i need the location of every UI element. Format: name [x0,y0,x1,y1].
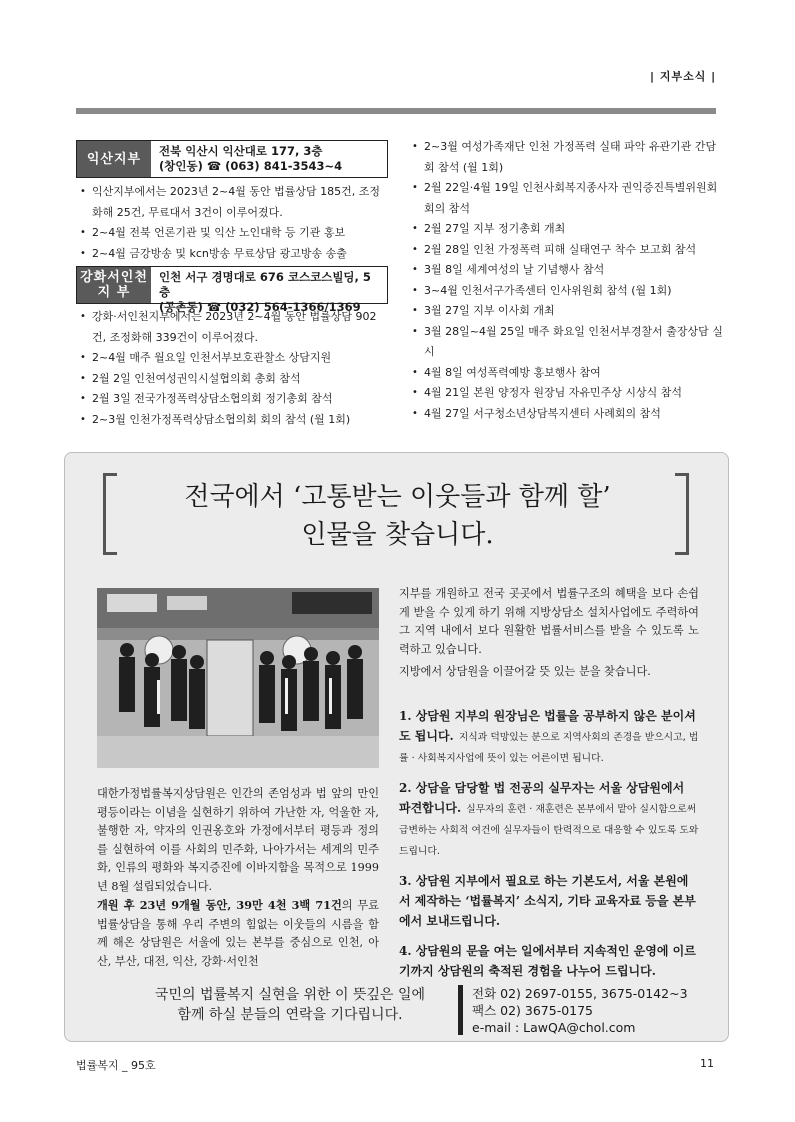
recruitment-title-line2: 인물을 찾습니다. [301,520,494,550]
condition-heading: 3. 상담원 지부에서 필요로 하는 기본도서, 서울 본원에서 제작하는 ‘법률복지’ 소식지, 기타 교육자료 등을 본부에서 보내드립니다. [399,874,696,928]
condition-body: 지식과 덕망있는 분으로 지역사회의 존경을 받으시고, 법률 · 사회복지사업에 뜻이 있는 어른이면 됩니다. [399,732,699,764]
contact-email[interactable]: e-mail : LawQA@chol.com [472,1020,636,1035]
ganghwa-branch-header [76,266,388,314]
section-tag: | 지부소식 | [650,70,717,83]
ganghwa-address-line1: 인천 서구 경명대로 676 코스코스빌딩, 5층 [159,270,371,299]
ganghwa-label-line1: 강화서인천 [80,270,148,285]
recruit-call: 지방에서 상담원을 이끌어갈 뜻 있는 분을 찾습니다. [399,665,651,678]
contact-message-line2: 함께 하실 분들의 연락을 기다립니다. [177,1007,403,1023]
contact-message-line1: 국민의 법률복지 실현을 위한 이 뜻깊은 일에 [154,987,426,1003]
contact-divider [458,985,463,1035]
stats-paragraph [97,896,379,971]
list-item: • 2~3월 인천가정폭력상담소협의회 회의 참석 (월 1회) [80,410,388,431]
contact-message [130,985,450,1025]
list-item: • 2월 27일 지부 정기총회 개최 [412,219,724,240]
ganghwa-address-line2: (공촌동) ☎ (032) 564-1366/1369 [159,300,361,314]
list-item: • 2월 28일 인천 가정폭력 피해 실태연구 착수 보고회 참석 [412,240,724,261]
ganghwa-label-line2: 지 부 [97,285,131,300]
list-item: • 2월 3일 전국가정폭력상담소협의회 정기총회 참석 [80,389,388,410]
ganghwa-branch-label [77,267,151,303]
list-item: • 3월 8일 세계여성의 날 기념행사 참석 [412,260,724,281]
list-item: • 2월 22일·4월 19일 인천사회복지종사자 권익증진특별위원회 회의 참석 [412,178,724,219]
intro-paragraph-right: 지부를 개원하고 전국 곳곳에서 법률구조의 혜택을 보다 손쉽게 받을 수 있게 하기 위해 지방상담소 설치사업에도 주력하여 그 지역 내에서 보다 원활한 법률서비스를 받을 수 있도록 노력하고 있습니다. [399,587,699,656]
list-item [399,705,699,767]
iksan-activity-list [80,182,388,264]
list-item [399,777,699,860]
contact-info [472,985,688,1036]
title-bracket-left [103,473,117,555]
condition-heading: 2. 상담을 담당할 법 전공의 실무자는 서울 상담원에서 파견합니다. [399,781,685,815]
list-item: • 3월 28일~4월 25일 매주 화요일 인천서부경찰서 출장상담 실시 [412,322,724,363]
iksan-address-line1: 전북 익산시 익산대로 177, 3층 [159,144,323,158]
recruitment-conditions [399,705,699,990]
list-item: • 2월 2일 인천여성권익시설협의회 총회 참석 [80,369,388,390]
stats-highlight: 개원 후 23년 9개월 동안, 39만 4천 3백 71건 [97,898,342,912]
title-bracket-right [675,473,689,555]
header-rule [76,108,716,114]
ganghwa-activity-list [80,307,388,430]
list-item: • 4월 8일 여성폭력예방 홍보행사 참여 [412,363,724,384]
list-item [399,940,699,980]
group-photo [97,588,379,768]
list-item: • 4월 27일 서구청소년상담복지센터 사례회의 참석 [412,404,724,425]
stats-text: 의 무료 법률상담을 통해 우리 주변의 힘없는 이웃들의 시름을 함께 해온 상담원은 서울에 있는 본부를 중심으로 인천, 아산, 부산, 대전, 익산, 강화·서인천 [97,899,379,968]
footer-publication: 법률복지 _ 95호 [76,1059,156,1072]
condition-heading: 1. 상담원 지부의 원장님은 법률을 공부하지 않은 분이셔도 됩니다. [399,709,696,743]
ganghwa-branch-address [151,267,387,314]
contact-fax: 팩스 02) 3675-0175 [472,1003,594,1018]
list-item: • 강화·서인천지부에서는 2023년 2~4월 동안 법률상담 902건, 조정화해 339건이 이루어졌다. [80,307,388,348]
list-item: • 3~4월 인천서구가족센터 인사위원회 참석 (월 1회) [412,281,724,302]
iksan-branch-label: 익산지부 [77,141,151,177]
contact-phone: 전화 02) 2697-0155, 3675-0142~3 [472,986,688,1001]
recruitment-title-line1: 전국에서 ‘고통받는 이웃들과 함께 할’ [184,482,611,512]
list-item: • 2~4월 금강방송 및 kcn방송 무료상담 광고방송 송출 [80,244,388,265]
list-item: • 4월 21일 본원 양정자 원장님 자유민주상 시상식 참석 [412,383,724,404]
condition-body: 실무자의 훈련 · 재훈련은 본부에서 맡아 실시함으로써 급변하는 사회적 여건에 실무자들이 탄력적으로 대응할 수 있도록 도와드립니다. [399,804,699,857]
intro-paragraph-left: 대한가정법률복지상담원은 인간의 존엄성과 법 앞의 만인 평등이라는 이념을 실현하기 위하여 가난한 자, 억울한 자, 불행한 자, 약자의 인권옹호와 가정에서부터 평등과 정의를 실현하여 이를 사회의 민주화, 나아가서는 세계의 민주화, 인류의 평화와 복지증진에 이바지함을 목적으로 1999년 8월 설립되었습니다. [97,787,379,893]
list-item: • 2~4월 매주 월요일 인천서부보호관찰소 상담지원 [80,348,388,369]
ganghwa-activity-list-continued [412,137,724,424]
list-item: • 3월 27일 지부 이사회 개최 [412,301,724,322]
page-number: 11 [700,1057,714,1070]
list-item [399,870,699,930]
iksan-branch-header [76,140,388,178]
condition-heading: 4. 상담원의 문을 여는 일에서부터 지속적인 운영에 이르기까지 상담원의 축적된 경험을 나누어 드립니다. [399,944,696,978]
recruitment-title [120,478,675,554]
iksan-address-line2: (창인동) ☎ (063) 841-3543~4 [159,159,343,173]
iksan-branch-address [151,141,387,177]
list-item: • 2~4월 전북 언론기관 및 익산 노인대학 등 기관 홍보 [80,223,388,244]
list-item: • 익산지부에서는 2023년 2~4월 동안 법률상담 185건, 조정화해 25건, 무료대서 3건이 이루어졌다. [80,182,388,223]
list-item: • 2~3월 여성가족재단 인천 가정폭력 실태 파악 유관기관 간담회 참석 (월 1회) [412,137,724,178]
group-photo-illustration [97,588,379,768]
